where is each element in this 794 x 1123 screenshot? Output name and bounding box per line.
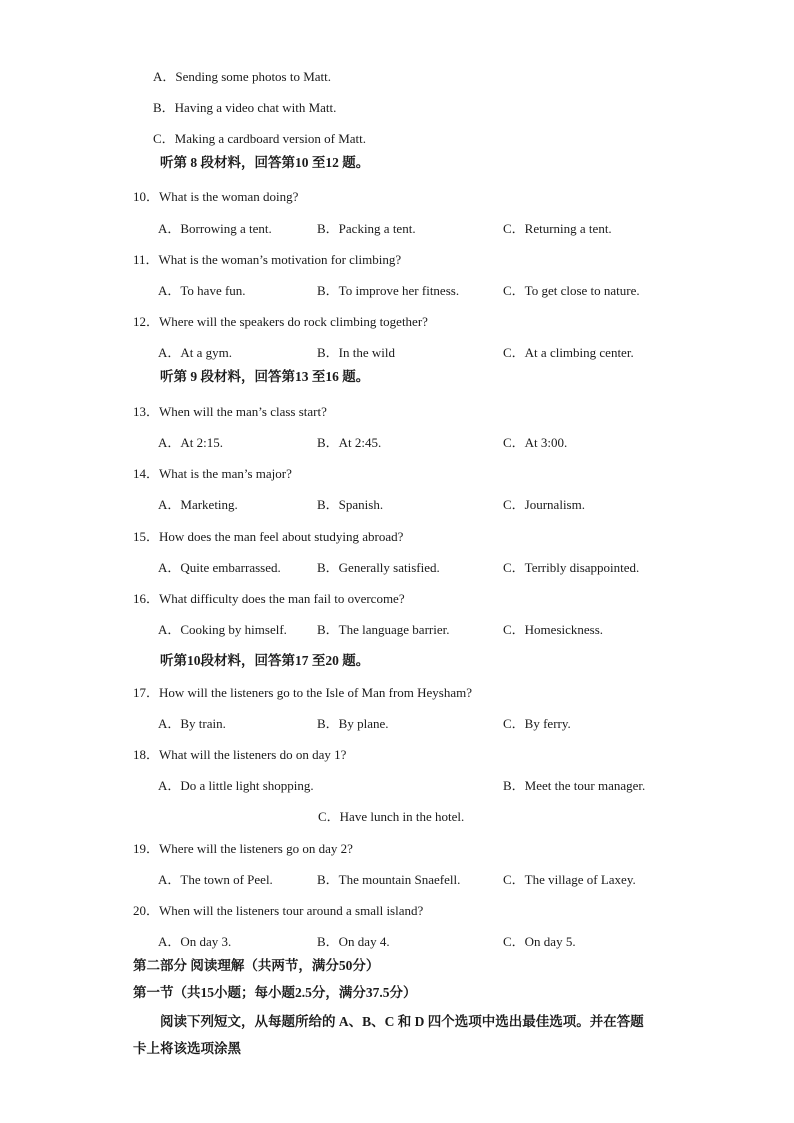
q20-option-c: C．On day 5. (503, 934, 576, 949)
q15-option-c: C．Terribly disappointed. (503, 560, 640, 575)
section8-header: 听第 8 段材料，回答第10 至12 题。 (160, 155, 370, 170)
q19-option-c: C．The village of Laxey. (503, 872, 636, 887)
section9-header: 听第 9 段材料，回答第13 至16 题。 (160, 369, 370, 384)
q13-option-a: A．At 2:15. (158, 435, 224, 450)
question-14: 14．What is the man’s major? (133, 466, 292, 481)
instructions-line2: 卡上将该选项涂黑 (133, 1041, 241, 1056)
question-15: 15．How does the man feel about studying abroad? (133, 529, 404, 544)
q20-option-b: B．On day 4. (317, 934, 390, 949)
q16-option-b: B．The language barrier. (317, 622, 450, 637)
question-11: 11．What is the woman’s motivation for climbing? (133, 252, 402, 267)
q18-option-a: A．Do a little light shopping. (158, 778, 314, 793)
q14-option-b: B．Spanish. (317, 497, 384, 512)
instructions-line1: 阅读下列短文，从每题所给的 A、B、C 和 D 四个选项中选出最佳选项。并在答题 (160, 1014, 644, 1029)
q10-option-c: C．Returning a tent. (503, 221, 612, 236)
question-13: 13．When will the man’s class start? (133, 404, 327, 419)
question-16: 16．What difficulty does the man fail to overcome? (133, 591, 405, 606)
q13-option-c: C．At 3:00. (503, 435, 568, 450)
intro-option-c: C．Making a cardboard version of Matt. (153, 131, 367, 146)
q14-option-a: A．Marketing. (158, 497, 238, 512)
q16-option-a: A．Cooking by himself. (158, 622, 287, 637)
q15-option-a: A．Quite embarrassed. (158, 560, 281, 575)
q10-option-b: B．Packing a tent. (317, 221, 416, 236)
q12-option-b: B．In the wild (317, 345, 395, 360)
q11-option-b: B．To improve her fitness. (317, 283, 460, 298)
question-10: 10．What is the woman doing? (133, 189, 299, 204)
section10-header: 听第10段材料，回答第17 至20 题。 (160, 653, 370, 668)
q18-option-c: C．Have lunch in the hotel. (318, 809, 465, 824)
q12-option-c: C．At a climbing center. (503, 345, 634, 360)
q17-option-a: A．By train. (158, 716, 226, 731)
question-18: 18．What will the listeners do on day 1? (133, 747, 347, 762)
q11-option-c: C．To get close to nature. (503, 283, 640, 298)
q12-option-a: A．At a gym. (158, 345, 233, 360)
q20-option-a: A．On day 3. (158, 934, 232, 949)
q16-option-c: C．Homesickness. (503, 622, 604, 637)
q13-option-b: B．At 2:45. (317, 435, 382, 450)
part2-title: 第二部分 阅读理解（共两节，满分50分） (133, 958, 380, 973)
q11-option-a: A．To have fun. (158, 283, 246, 298)
question-12: 12．Where will the speakers do rock climbing together? (133, 314, 428, 329)
q19-option-a: A．The town of Peel. (158, 872, 273, 887)
q17-option-c: C．By ferry. (503, 716, 571, 731)
q17-option-b: B．By plane. (317, 716, 389, 731)
question-17: 17．How will the listeners go to the Isle of Man from Heysham? (133, 685, 473, 700)
q19-option-b: B．The mountain Snaefell. (317, 872, 461, 887)
q10-option-a: A．Borrowing a tent. (158, 221, 272, 236)
intro-option-b: B．Having a video chat with Matt. (153, 100, 337, 115)
question-20: 20．When will the listeners tour around a small island? (133, 903, 424, 918)
q14-option-c: C．Journalism. (503, 497, 585, 512)
question-19: 19．Where will the listeners go on day 2? (133, 841, 353, 856)
q15-option-b: B．Generally satisfied. (317, 560, 440, 575)
q18-option-b: B．Meet the tour manager. (503, 778, 646, 793)
part2-section1: 第一节（共15小题；每小题2.5分，满分37.5分） (133, 985, 417, 1000)
intro-option-a: A．Sending some photos to Matt. (153, 69, 332, 84)
